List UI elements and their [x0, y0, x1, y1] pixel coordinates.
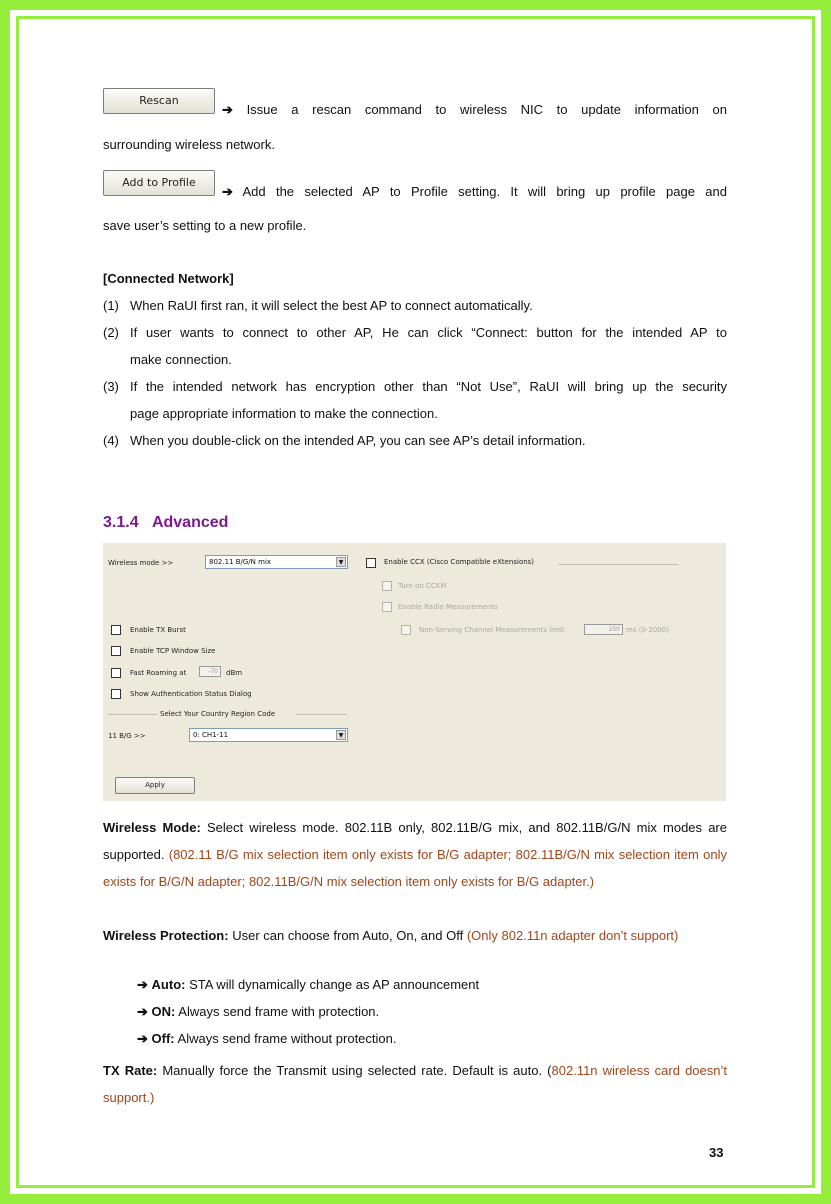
advanced-settings-screenshot	[103, 543, 726, 801]
list-item-3-text: If the intended network has encryption other than “Not Use”, RaUI will bring up the security	[130, 379, 727, 394]
fast-roaming-input[interactable]: -70	[199, 666, 221, 677]
rescan-button[interactable]: Rescan	[103, 88, 215, 114]
section-number: 3.1.4	[103, 514, 139, 531]
wireless-mode-select[interactable]	[205, 555, 348, 569]
wireless-mode-note: (802.11 B/G mix selection item only exists for B/G adapter; 802.11B/G/N mix selection item only exists for B/G/N adapter; 802.11B/G/N mix selection item only exists for B/G adapter.)	[103, 847, 728, 889]
wireless-protection-note: (Only 802.11n adapter don’t support)	[466, 928, 679, 943]
apply-button[interactable]: Apply	[115, 777, 195, 794]
page-border-top	[0, 0, 831, 10]
wireless-mode-value: 802.11 B/G/N mix	[209, 558, 272, 566]
protection-option-on: ➔ ON: Always send frame with protection.	[137, 1004, 380, 1019]
protection-option-auto: ➔ Auto: STA will dynamically change as AP announcement	[137, 977, 480, 992]
wireless-mode-text: Select wireless mode. 802.11B only, 802.11B/G mix, and 802.11B/G/N mix modes are supported.	[103, 820, 727, 862]
enable-tcp-window-label: Enable TCP Window Size	[130, 647, 216, 655]
rescan-description-line2: surrounding wireless network.	[103, 137, 275, 152]
list-item-4-text: When you double-click on the intended AP, you can see AP’s detail information.	[130, 433, 586, 448]
arrow-right-icon: ➔	[137, 1031, 148, 1046]
page-border-left	[0, 0, 10, 1204]
fast-roaming-unit: dBm	[226, 669, 243, 677]
turn-on-cckm-label: Turn on CCKM	[398, 582, 447, 590]
tx-rate-note: 802.11n wireless card doesn’t support.)	[103, 1063, 727, 1105]
section-heading	[103, 514, 228, 532]
wireless-protection-label: Wireless Protection:	[103, 928, 229, 943]
fast-roaming-checkbox[interactable]	[111, 668, 121, 678]
list-item-3-num: (3)	[103, 379, 119, 394]
enable-tx-burst-checkbox[interactable]	[111, 625, 121, 635]
enable-radio-label: Enable Radio Measurements	[398, 603, 498, 611]
chevron-down-icon: ▼	[336, 730, 346, 740]
enable-ccx-checkbox[interactable]	[366, 558, 376, 568]
enable-radio-checkbox[interactable]	[382, 602, 392, 612]
page-number: 33	[709, 1145, 724, 1160]
protection-option-off: ➔ Off: Always send frame without protection.	[137, 1031, 397, 1046]
arrow-right-icon: ➔	[222, 102, 233, 117]
page-border-inner-top	[16, 16, 815, 19]
enable-ccx-label: Enable CCX (Cisco Compatible eXtensions)	[384, 558, 535, 566]
wireless-protection-paragraph	[103, 922, 727, 949]
section-title: Advanced	[151, 514, 229, 531]
country-group-label: Select Your Country Region Code	[160, 710, 276, 718]
tx-rate-paragraph	[103, 1057, 727, 1111]
wireless-protection-text: User can choose from Auto, On, and Off	[232, 928, 464, 943]
page-border-bottom	[0, 1194, 831, 1204]
list-item-2-text: If user wants to connect to other AP, He can click “Connect: button for the intended AP to	[130, 325, 727, 340]
tx-rate-text: Manually force the Transmit using selected rate. Default is auto. (	[162, 1063, 552, 1078]
show-auth-label: Show Authentication Status Dialog	[130, 690, 252, 698]
wireless-mode-label: Wireless mode >>	[108, 559, 174, 567]
wireless-mode-label: Wireless Mode:	[103, 820, 201, 835]
non-serving-unit: ms (0-2000)	[626, 626, 669, 634]
enable-tcp-window-checkbox[interactable]	[111, 646, 121, 656]
ccx-separator	[558, 564, 678, 565]
list-item-2-text-cont: make connection.	[130, 352, 232, 367]
add-profile-description-line2: save user’s setting to a new profile.	[103, 218, 307, 233]
list-item-1-text: When RaUI first ran, it will select the best AP to connect automatically.	[130, 298, 533, 313]
band-label: 11 B/G >>	[108, 732, 146, 740]
rescan-description-line1: ➔ Issue a rescan command to wireless NIC to update information on	[222, 102, 727, 117]
country-separator-right	[295, 714, 347, 715]
add-profile-description-line1: ➔ Add the selected AP to Profile setting. It will bring up profile page and	[222, 184, 727, 199]
arrow-right-icon: ➔	[137, 977, 148, 992]
list-item-2-num: (2)	[103, 325, 119, 340]
fast-roaming-label: Fast Roaming at	[130, 669, 187, 677]
page-border-inner-right	[812, 16, 815, 1188]
page-border-inner-bottom	[16, 1185, 815, 1188]
turn-on-cckm-checkbox[interactable]	[382, 581, 392, 591]
country-region-select[interactable]	[189, 728, 348, 742]
non-serving-input[interactable]: 250	[584, 624, 623, 635]
list-item-4-num: (4)	[103, 433, 119, 448]
page-border-inner-left	[16, 16, 19, 1188]
chevron-down-icon: ▼	[336, 557, 346, 567]
arrow-right-icon: ➔	[137, 1004, 148, 1019]
tx-rate-label: TX Rate:	[103, 1063, 158, 1078]
country-region-value: 0: CH1-11	[193, 731, 229, 739]
list-item-3-text-cont: page appropriate information to make the connection.	[130, 406, 438, 421]
enable-tx-burst-label: Enable TX Burst	[130, 626, 186, 634]
country-separator-left	[108, 714, 157, 715]
connected-network-heading: [Connected Network]	[103, 271, 234, 286]
wireless-mode-paragraph	[103, 814, 727, 895]
show-auth-checkbox[interactable]	[111, 689, 121, 699]
non-serving-checkbox[interactable]	[401, 625, 411, 635]
non-serving-label: Non-Serving Channel Measurements limit	[419, 626, 565, 634]
arrow-right-icon: ➔	[222, 184, 233, 199]
page-border-right	[821, 0, 831, 1204]
list-item-1-num: (1)	[103, 298, 119, 313]
add-to-profile-button[interactable]: Add to Profile	[103, 170, 215, 196]
